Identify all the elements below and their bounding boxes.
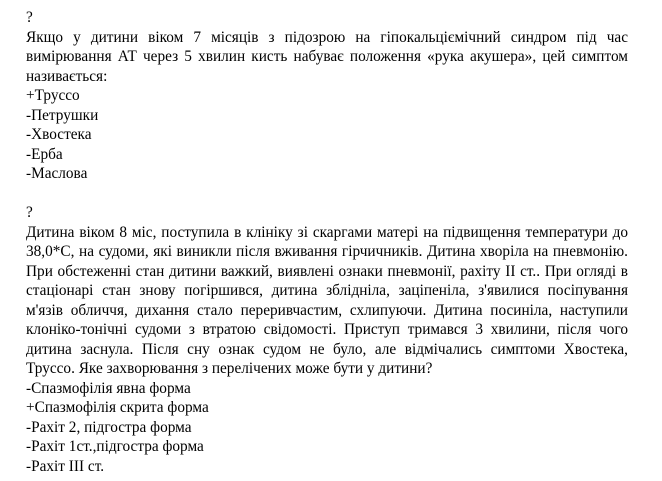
answer-option-correct: +Спазмофілія скрита форма [26, 399, 209, 416]
question-block-2 [26, 203, 628, 476]
question-text: Якщо у дитини віком 7 місяців з підозрою на гіпокальціємічний синдром під час вимірювання АТ через 5 хвилин кисть набуває положення «рука акушера», цей симптом називається: [26, 28, 628, 85]
answer-option: -Хвостека [26, 126, 92, 143]
question-text: Дитина віком 8 міс, поступила в клініку зі скаргами матері на підвищення температури до 38,0*С, на судоми, які виникли після вживання гірчичників. Дитина хворіла на пневмонію. При обстеженні стан дитини важкий, виявлені ознаки пневмонії, рахіту ІІ ст.. При огляді в стаціонарі стан знову погіршився, дитина зблідніла, заціпеніла, з'явилися посіпування м'язів обличчя, дихання стало переривчастим, схлипуючи. Дитина посиніла, наступили клоніко-тонічні судоми з втратою свідомості. Приступ тримався 3 хвилини, після чого дитина заснула. Після сну ознак судом не було, але відмічались симптоми Хвостека, Труссо. Яке захворювання з перелічених може бути у дитини? [26, 223, 628, 377]
answer-option: -Рахіт ІІІ ст. [26, 457, 105, 475]
question-marker: ? [26, 204, 33, 221]
document-page [26, 8, 628, 476]
question-marker: ? [26, 9, 33, 26]
answer-option: -Спазмофілія явна форма [26, 379, 191, 397]
answer-options [26, 86, 628, 184]
answer-options [26, 379, 628, 477]
answer-option: -Рахіт 1ст.,підгостра форма [26, 438, 204, 455]
answer-option: -Рахіт 2, підгостра форма [26, 418, 192, 436]
question-block-1 [26, 8, 628, 184]
answer-option-correct: +Труссо [26, 87, 80, 104]
answer-option: -Петрушки [26, 106, 99, 124]
answer-option: -Маслова [26, 165, 88, 182]
answer-option: -Ерба [26, 145, 63, 163]
